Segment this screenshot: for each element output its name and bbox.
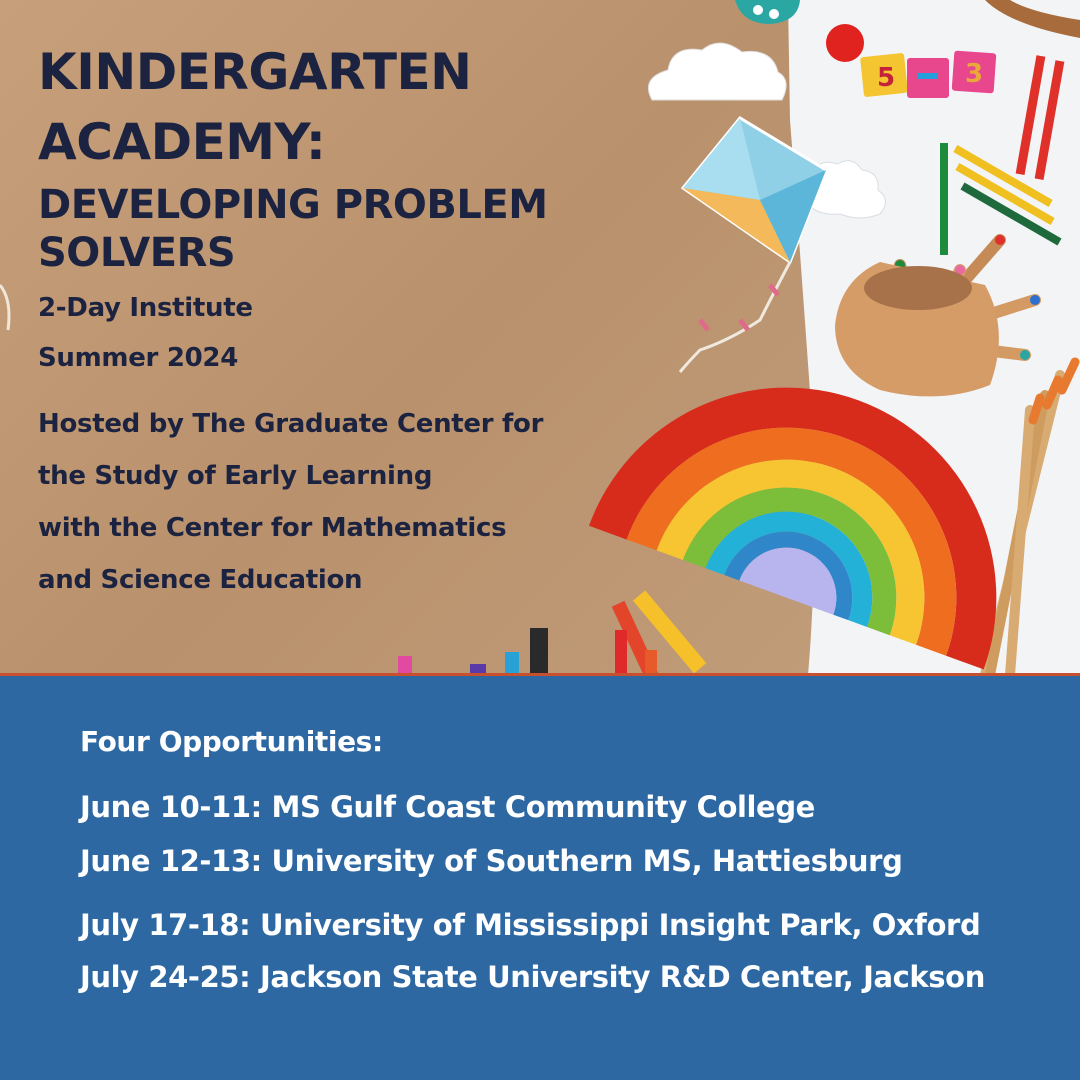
host-line-3: with the Center for Mathematics: [38, 513, 507, 543]
subtitle-line-1: 2-Day Institute: [38, 293, 253, 323]
string-left: [0, 285, 9, 330]
title-line-2: ACADEMY:: [38, 113, 326, 171]
host-line-4: and Science Education: [38, 565, 363, 595]
title-line-4: SOLVERS: [38, 230, 236, 276]
host-line-1: Hosted by The Graduate Center for: [38, 409, 544, 439]
crayon-icon: [398, 590, 706, 675]
opportunity-item: June 12-13: University of Southern MS, Hattiesburg: [80, 844, 903, 878]
title-line-1: KINDERGARTEN: [38, 43, 472, 101]
subtitle-line-2: Summer 2024: [38, 343, 238, 373]
host-line-2: the Study of Early Learning: [38, 461, 433, 491]
block-digit-left: 5: [877, 63, 896, 93]
opportunity-item: June 10-11: MS Gulf Coast Community College: [80, 790, 815, 824]
block-digit-right: 3: [965, 59, 984, 89]
opportunity-item: July 17-18: University of Mississippi Insight Park, Oxford: [80, 908, 981, 942]
opportunities-heading: Four Opportunities:: [80, 725, 383, 758]
cloud-icon: [648, 43, 786, 100]
pom-pom-icon: [826, 24, 864, 62]
opportunity-item: July 24-25: Jackson State University R&D Center, Jackson: [80, 960, 985, 994]
title-line-3: DEVELOPING PROBLEM: [38, 182, 548, 228]
